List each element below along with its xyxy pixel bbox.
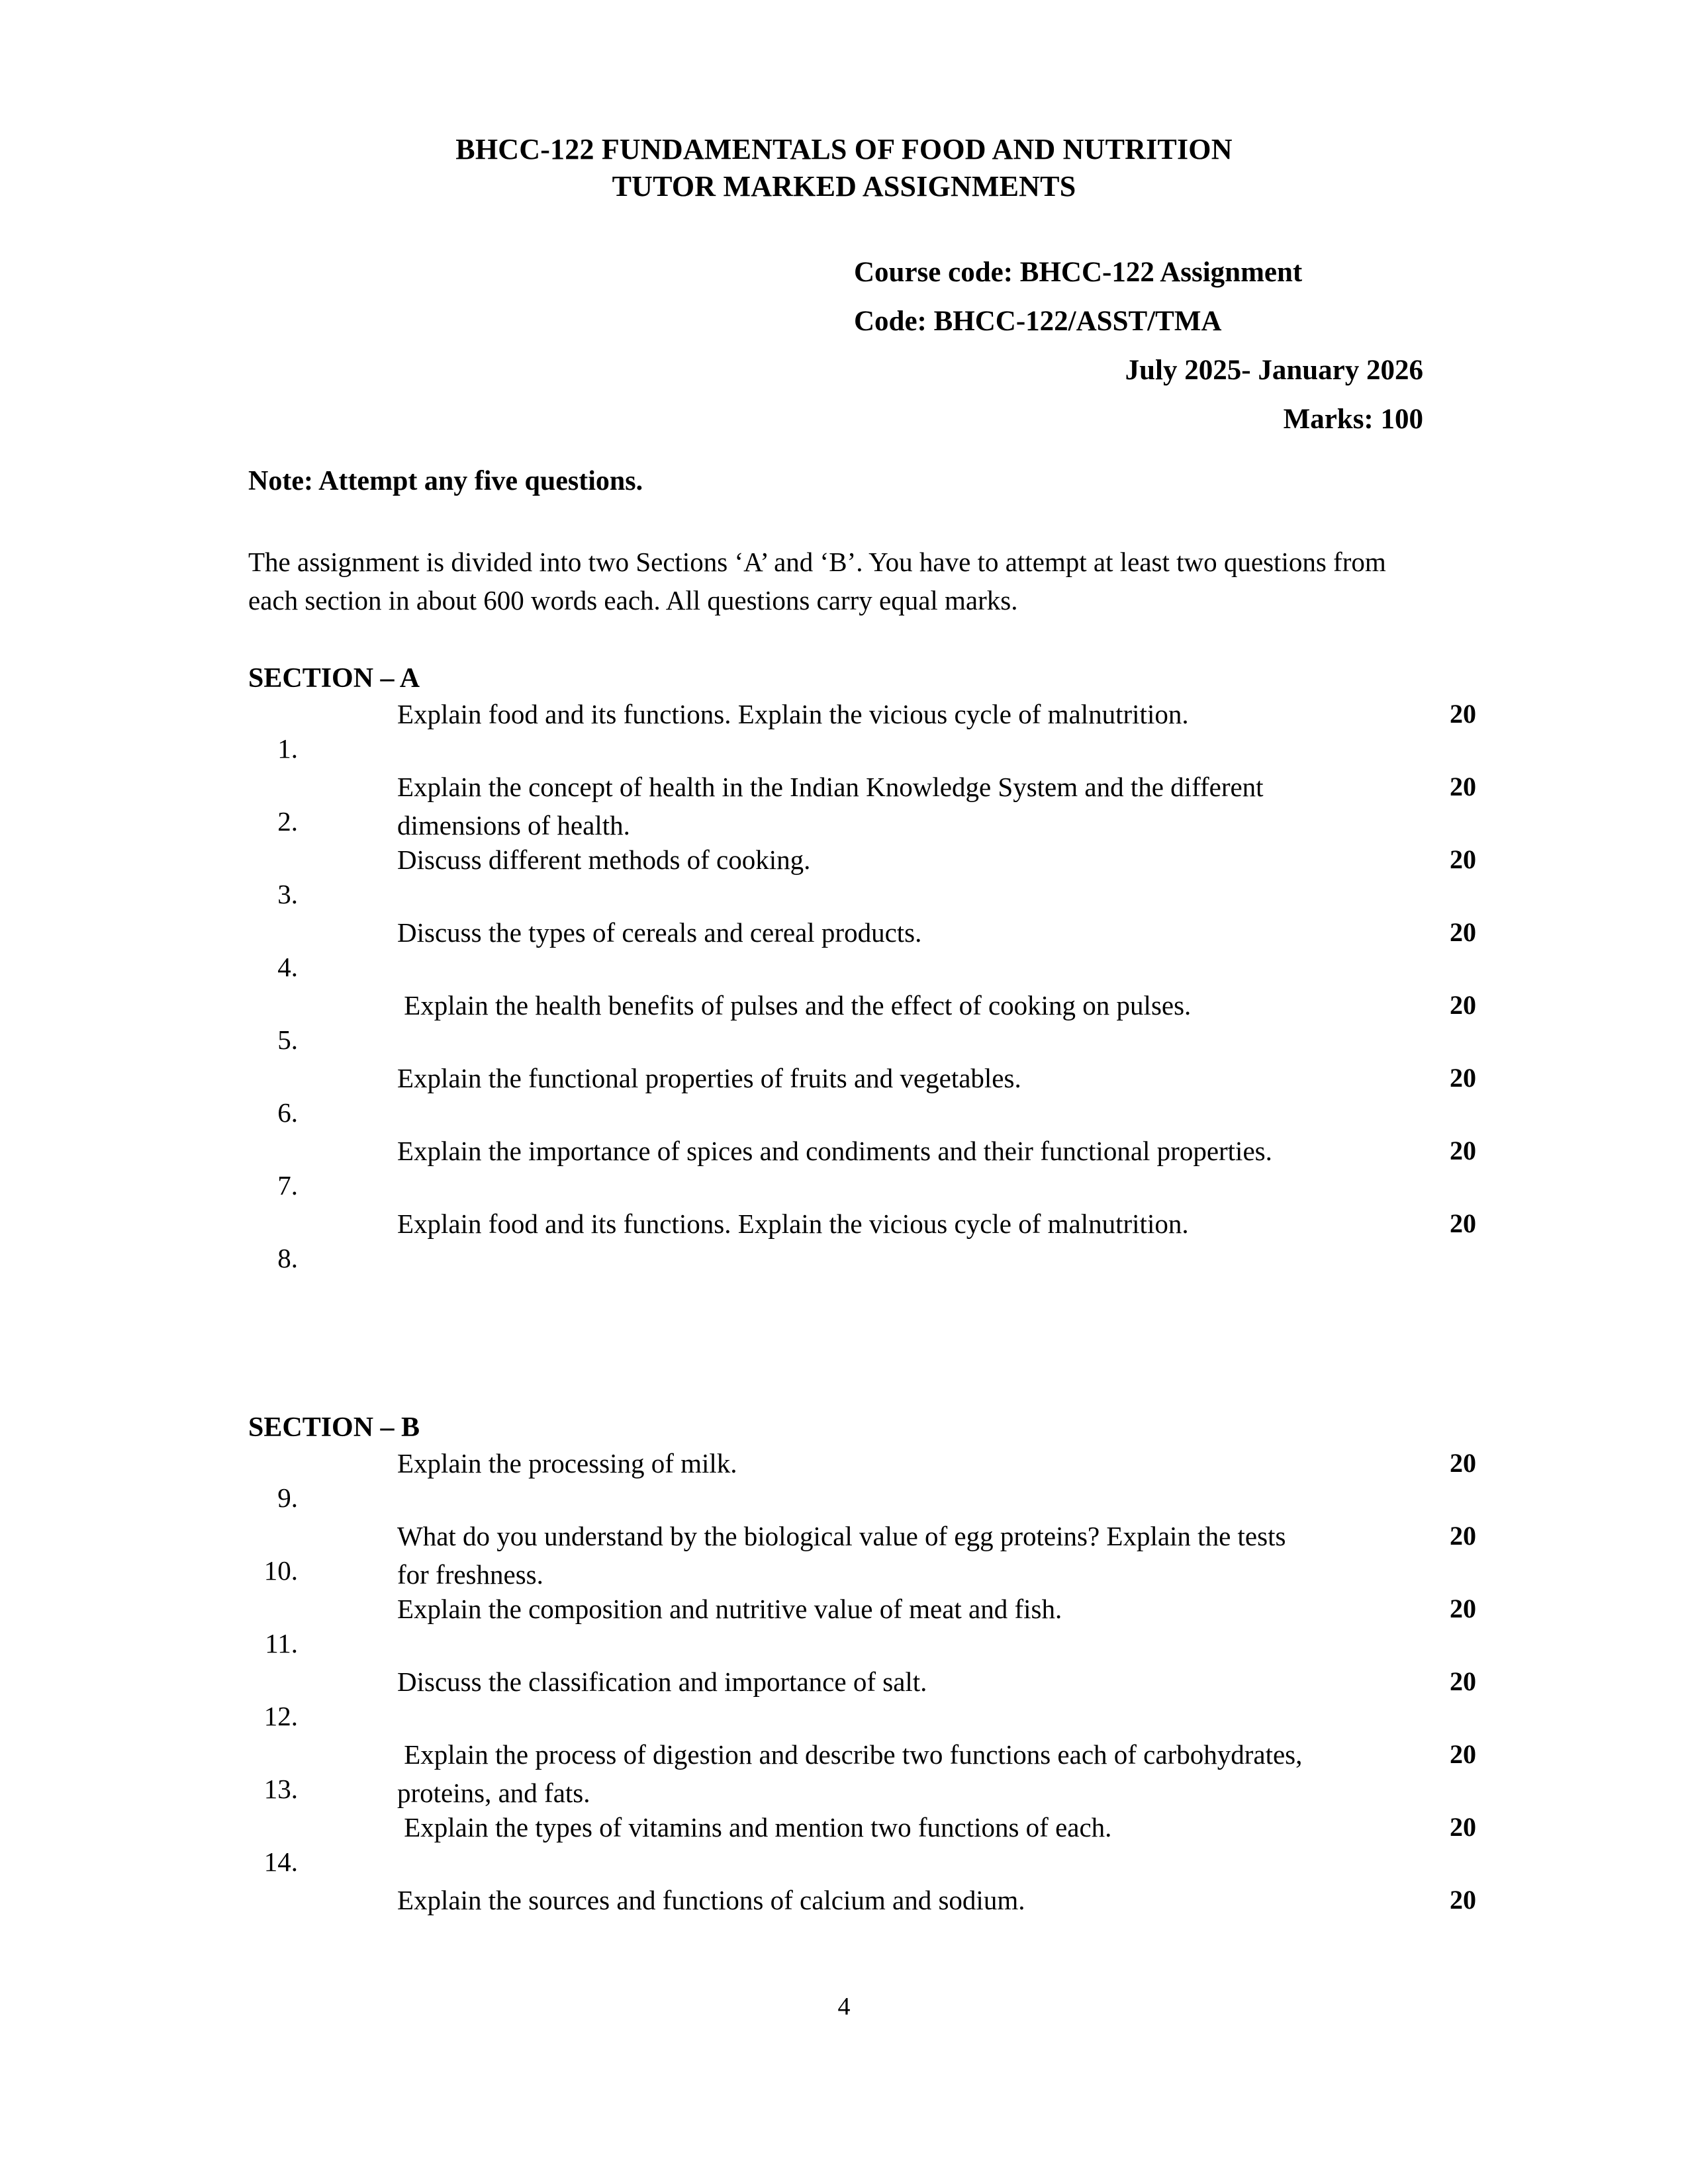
question-text: Explain the functional properties of fruits and vegetables. (397, 1063, 1021, 1093)
question-text: Explain the importance of spices and condiments and their functional properties. (397, 1136, 1272, 1166)
question-row (0, 1517, 1688, 1590)
question-text: Explain the concept of health in the Indian Knowledge System and the different dimensions of health. (397, 772, 1270, 841)
question-marks: 20 (1450, 1666, 1476, 1696)
question-text: Explain the sources and functions of calcium and sodium. (397, 1885, 1025, 1915)
question-marks: 20 (1450, 1063, 1476, 1093)
question-marks: 20 (1450, 699, 1476, 729)
question-row (0, 1735, 1688, 1808)
question-number: 11. (265, 1628, 298, 1659)
question-row (0, 1881, 1688, 1954)
question-text: Explain the types of vitamins and mention two functions of each. (397, 1812, 1112, 1843)
question-marks: 20 (1450, 1739, 1476, 1769)
title-line-1: BHCC-122 FUNDAMENTALS OF FOOD AND NUTRITION (455, 133, 1233, 165)
question-row (0, 913, 1688, 986)
question-marks: 20 (1450, 1136, 1476, 1165)
assignment-meta-block (854, 248, 1423, 444)
section-b-question-list (0, 1444, 1688, 1954)
question-number: 7. (277, 1170, 298, 1201)
question-marks: 20 (1450, 1812, 1476, 1842)
question-number: 13. (263, 1774, 298, 1804)
question-number: 1. (277, 733, 298, 764)
intro-paragraph: The assignment is divided into two Sections ‘A’ and ‘B’. You have to attempt at least two questions from each section in about 600 words each. All questions carry equal marks. (248, 547, 1386, 615)
question-number: 2. (277, 806, 298, 837)
question-row (0, 1059, 1688, 1132)
question-number: 9. (277, 1482, 298, 1513)
question-marks: 20 (1450, 990, 1476, 1020)
section-a-heading: SECTION – A (248, 663, 420, 694)
question-marks: 20 (1450, 844, 1476, 874)
question-number: 3. (277, 879, 298, 909)
section-a-question-list (0, 695, 1688, 1277)
question-marks: 20 (1450, 1885, 1476, 1915)
question-number: 10. (263, 1555, 298, 1586)
question-text: Explain food and its functions. Explain the vicious cycle of malnutrition. (397, 699, 1189, 729)
question-text: Explain the health benefits of pulses and the effect of cooking on pulses. (397, 990, 1192, 1021)
page-number: 4 (837, 1993, 851, 2021)
meta-code: Code: BHCC-122/ASST/TMA (854, 306, 1222, 337)
question-row (0, 841, 1688, 913)
question-number: 4. (277, 952, 298, 982)
question-number: 6. (277, 1097, 298, 1128)
question-marks: 20 (1450, 1208, 1476, 1238)
question-text: Discuss different methods of cooking. (397, 844, 811, 875)
meta-course-code: Course code: BHCC-122 Assignment (854, 257, 1303, 288)
question-text: Explain food and its functions. Explain the vicious cycle of malnutrition. (397, 1208, 1189, 1239)
question-row (0, 768, 1688, 841)
question-number: 14. (263, 1846, 298, 1877)
question-row (0, 1662, 1688, 1735)
question-text: Explain the composition and nutritive value of meat and fish. (397, 1594, 1062, 1624)
question-row (0, 986, 1688, 1059)
question-number: 5. (277, 1024, 298, 1055)
title-line-2: TUTOR MARKED ASSIGNMENTS (612, 170, 1076, 203)
section-b-heading: SECTION – B (248, 1412, 420, 1443)
question-row (0, 695, 1688, 768)
question-text: Explain the processing of milk. (397, 1448, 737, 1479)
question-number: 8. (277, 1243, 298, 1273)
question-marks: 20 (1450, 772, 1476, 801)
question-row (0, 1132, 1688, 1205)
question-number: 12. (263, 1701, 298, 1731)
question-marks: 20 (1450, 1594, 1476, 1623)
question-row (0, 1444, 1688, 1517)
question-text: Explain the process of digestion and describe two functions each of carbohydrates, proteins, and fats. (397, 1739, 1309, 1808)
meta-total-marks: Marks: 100 (1283, 404, 1423, 435)
question-marks: 20 (1450, 917, 1476, 947)
question-marks: 20 (1450, 1521, 1476, 1551)
attempt-note: Note: Attempt any five questions. (248, 466, 643, 496)
question-text: What do you understand by the biological value of egg proteins? Explain the tests for freshness. (397, 1521, 1293, 1590)
question-marks: 20 (1450, 1448, 1476, 1478)
question-text: Discuss the types of cereals and cereal products. (397, 917, 922, 948)
document-title (0, 131, 1688, 205)
question-row (0, 1808, 1688, 1881)
question-text: Discuss the classification and importance of salt. (397, 1666, 927, 1697)
question-row (0, 1205, 1688, 1277)
meta-session: July 2025- January 2026 (1125, 355, 1423, 386)
question-row (0, 1590, 1688, 1662)
